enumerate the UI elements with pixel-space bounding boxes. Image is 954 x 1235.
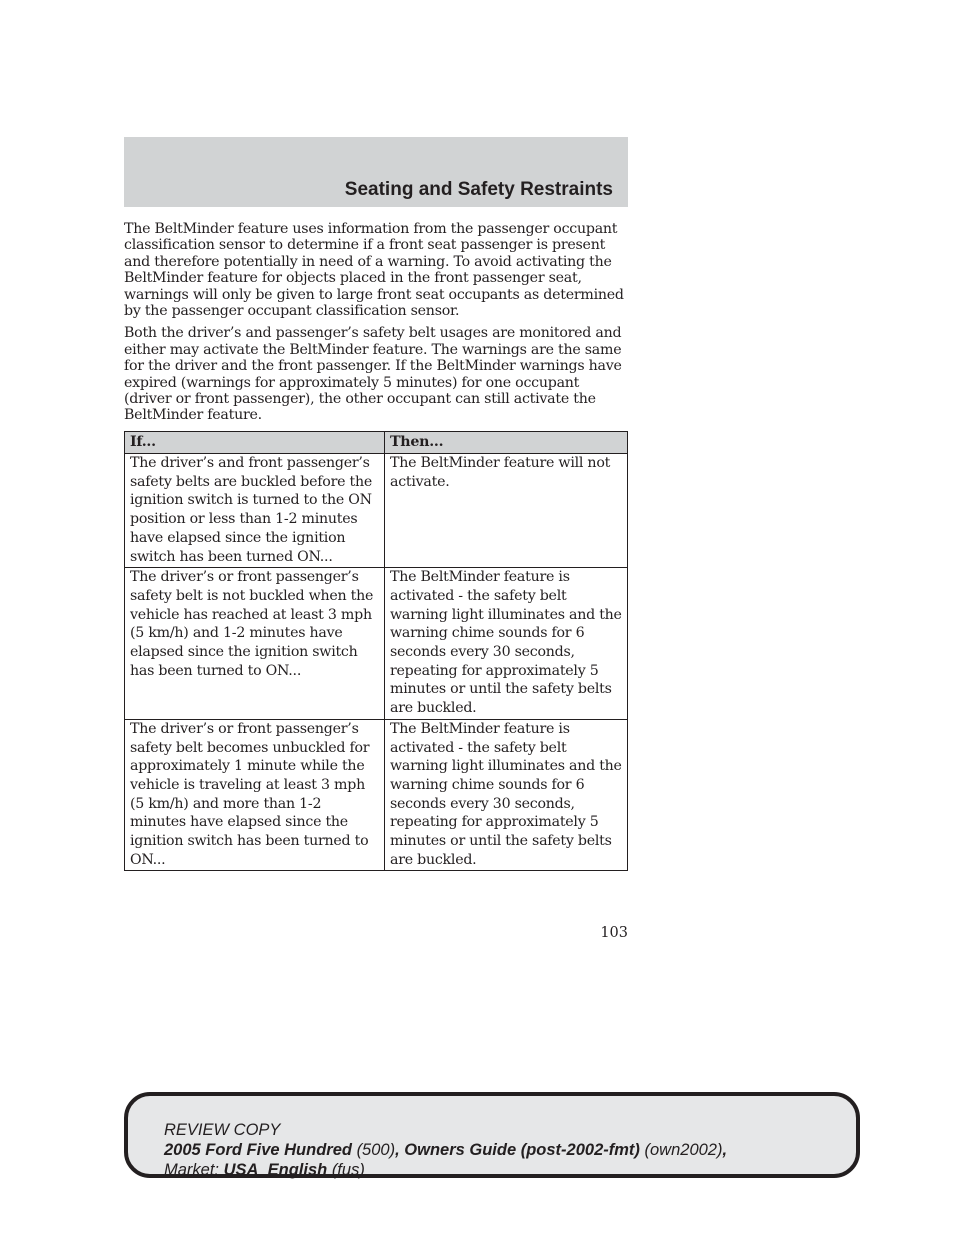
body-text	[124, 221, 630, 430]
page-number: 103	[600, 925, 628, 941]
table-cell-then: The BeltMinder feature is activated - the safety belt warning light illuminates and the warning chime sounds for 6 seconds every 30 seconds, repeating for approximately 5 minutes or until the safety belts are buckled.	[385, 719, 628, 871]
guide-name: Owners Guide (post-2002-fmt)	[404, 1141, 640, 1159]
separator: ,	[722, 1141, 728, 1159]
vehicle-code: (500)	[356, 1141, 396, 1159]
column-header-if: If...	[125, 432, 385, 454]
table-cell-then: The BeltMinder feature will not activate.	[385, 454, 628, 568]
market-label: Market:	[164, 1161, 220, 1179]
table-cell-if: The driver’s or front passenger’s safety belt becomes unbuckled for approximately 1 minute while the vehicle is traveling at least 3 mph (5 km/h) and more than 1-2 minutes have elapsed since the ignition switch has been turned to ON...	[125, 719, 385, 871]
market-name: USA_English	[223, 1161, 328, 1179]
vehicle-name: 2005 Ford Five Hundred	[164, 1141, 352, 1159]
table-cell-if: The driver’s or front passenger’s safety belt is not buckled when the vehicle has reached at least 3 mph (5 km/h) and 1-2 minutes have elapsed since the ignition switch has been turned to ON...	[125, 568, 385, 720]
paragraph: The BeltMinder feature uses information from the passenger occupant classification sensor to determine if a front seat passenger is present and therefore potentially in need of a warning. To avoid activating the BeltMinder feature for objects placed in the front passenger seat, warnings will only be given to large front seat occupants as determined by the passenger occupant classification sensor.	[124, 221, 624, 320]
review-copy-market-line	[164, 1160, 854, 1180]
paragraph: Both the driver’s and passenger’s safety belt usages are monitored and either may activate the BeltMinder feature. The warnings are the same for the driver and the front passenger. If the BeltMinder warnings have expired (warnings for approximately 5 minutes) for one occupant (driver or front passenger), the other occupant can still activate the BeltMinder feature.	[124, 325, 622, 424]
beltminder-table	[124, 431, 628, 871]
review-copy-text	[164, 1120, 854, 1180]
market-code: (fus)	[331, 1161, 365, 1179]
column-header-then: Then...	[385, 432, 628, 454]
table-row	[125, 568, 628, 720]
table-cell-then: The BeltMinder feature is activated - the safety belt warning light illuminates and the warning chime sounds for 6 seconds every 30 seconds, repeating for approximately 5 minutes or until the safety belts are buckled.	[385, 568, 628, 720]
review-copy-vehicle-line	[164, 1140, 854, 1160]
review-copy-box	[124, 1092, 860, 1178]
section-title: Seating and Safety Restraints	[344, 179, 613, 200]
review-copy-label: REVIEW COPY	[164, 1121, 281, 1139]
section-header-band	[124, 137, 628, 207]
guide-code: (own2002)	[644, 1141, 723, 1159]
table-row	[125, 719, 628, 871]
separator: ,	[395, 1141, 400, 1159]
table-header-row	[125, 432, 628, 454]
table-cell-if: The driver’s and front passenger’s safety belts are buckled before the ignition switch is turned to the ON position or less than 1-2 minutes have elapsed since the ignition switch has been turned ON...	[125, 454, 385, 568]
table-row	[125, 454, 628, 568]
